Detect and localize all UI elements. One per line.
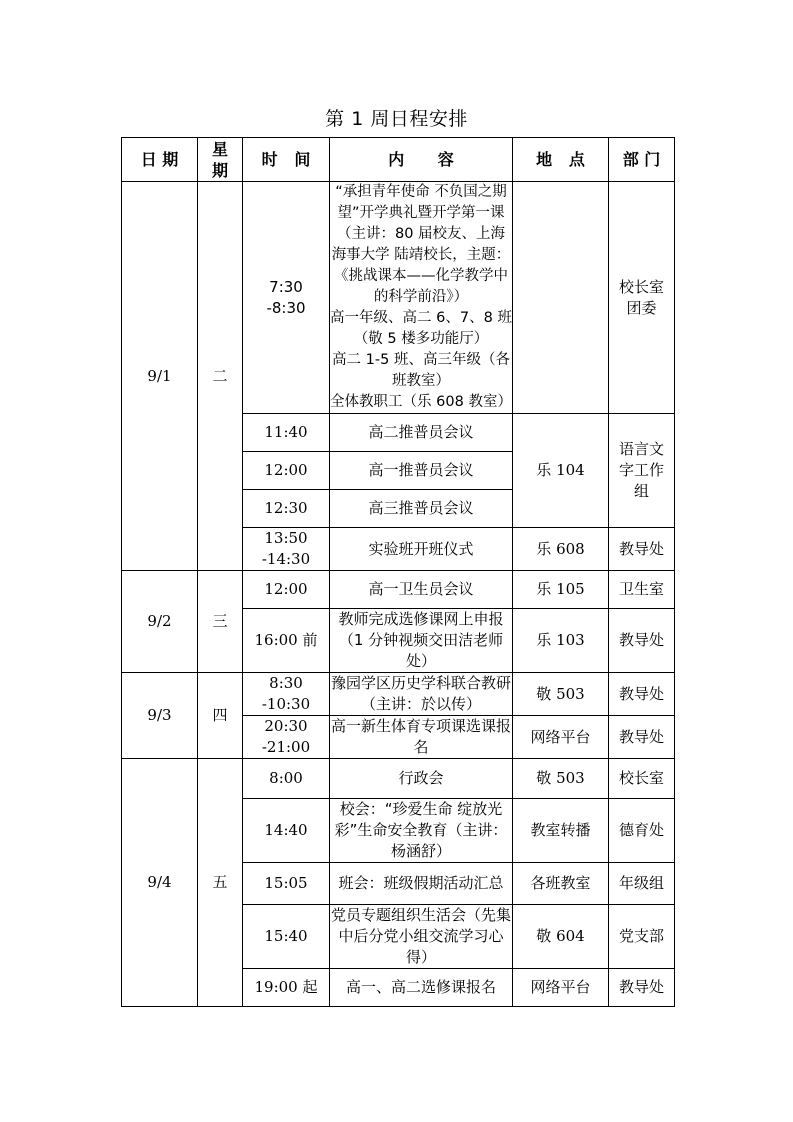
table-row: [122, 759, 675, 799]
time-cell: 12:00: [243, 452, 330, 490]
time-cell: 15:05: [243, 863, 330, 905]
time-cell: 20:30 -21:00: [243, 716, 330, 759]
weekday-cell: 二: [198, 182, 243, 571]
place-cell: 教室转播: [513, 799, 609, 863]
time-cell: 11:40: [243, 414, 330, 452]
content-cell: 行政会: [330, 759, 513, 799]
content-cell: 高一卫生员会议: [330, 571, 513, 609]
time-cell: 13:50 -14:30: [243, 528, 330, 571]
time-cell: 8:30 -10:30: [243, 673, 330, 716]
dept-cell: 卫生室: [609, 571, 675, 609]
content-cell: 高一新生体育专项课选课报名: [330, 716, 513, 759]
date-cell: 9/1: [122, 182, 198, 571]
content-cell: 高一、高二选修课报名: [330, 969, 513, 1007]
schedule-table: [121, 137, 675, 1007]
dept-cell: 教导处: [609, 969, 675, 1007]
time-cell: 12:30: [243, 490, 330, 528]
place-cell: 各班教室: [513, 863, 609, 905]
place-cell: 乐 104: [513, 414, 609, 528]
weekday-cell: 四: [198, 673, 243, 759]
header-time: 时 间: [243, 138, 330, 182]
weekday-cell: 五: [198, 759, 243, 1007]
header-dept: 部 门: [609, 138, 675, 182]
content-cell: 高一推普员会议: [330, 452, 513, 490]
content-cell: 高二推普员会议: [330, 414, 513, 452]
date-cell: 9/4: [122, 759, 198, 1007]
dept-cell: 教导处: [609, 716, 675, 759]
page-title: 第 1 周日程安排: [325, 108, 468, 130]
content-cell: 教师完成选修课网上申报（1 分钟视频交田洁老师处）: [330, 609, 513, 673]
table-row: [122, 182, 675, 414]
time-cell: 12:00: [243, 571, 330, 609]
header-content: 内 容: [330, 138, 513, 182]
time-cell: 8:00: [243, 759, 330, 799]
time-cell: 7:30 -8:30: [243, 182, 330, 414]
place-cell: 敬 503: [513, 759, 609, 799]
dept-cell: 年级组: [609, 863, 675, 905]
time-cell: 16:00 前: [243, 609, 330, 673]
header-date: 日 期: [122, 138, 198, 182]
place-cell: 乐 608: [513, 528, 609, 571]
dept-cell: 校长室: [609, 759, 675, 799]
place-cell: 网络平台: [513, 716, 609, 759]
weekday-cell: 三: [198, 571, 243, 673]
dept-cell: 教导处: [609, 528, 675, 571]
header-weekday: 星 期: [198, 138, 243, 182]
dept-cell: 校长室 团委: [609, 182, 675, 414]
place-cell: [513, 182, 609, 414]
dept-cell: 德育处: [609, 799, 675, 863]
date-cell: 9/2: [122, 571, 198, 673]
place-cell: 敬 503: [513, 673, 609, 716]
table-row: [122, 673, 675, 716]
content-cell: 班会：班级假期活动汇总: [330, 863, 513, 905]
dept-cell: 党支部: [609, 905, 675, 969]
date-cell: 9/3: [122, 673, 198, 759]
time-cell: 19:00 起: [243, 969, 330, 1007]
content-cell: 高三推普员会议: [330, 490, 513, 528]
content-cell: 豫园学区历史学科联合教研（主讲：於以传）: [330, 673, 513, 716]
place-cell: 网络平台: [513, 969, 609, 1007]
content-cell: 校会：“珍爱生命 绽放光彩”生命安全教育（主讲：杨涵舒）: [330, 799, 513, 863]
place-cell: 乐 103: [513, 609, 609, 673]
header-row: [122, 138, 675, 182]
place-cell: 敬 604: [513, 905, 609, 969]
dept-cell: 教导处: [609, 673, 675, 716]
content-cell: “承担青年使命 不负国之期望”开学典礼暨开学第一课（主讲：80 届校友、上海海事大学 陆靖校长，主题：《挑战课本——化学教学中的科学前沿》） 高一年级、高二 6、7、8 班（敬 5 楼多功能厅） 高二 1-5 班、高三年级（各班教室） 全体教职工（乐 608 教室）: [330, 182, 513, 414]
table-row: [122, 571, 675, 609]
place-cell: 乐 105: [513, 571, 609, 609]
content-cell: 实验班开班仪式: [330, 528, 513, 571]
time-cell: 14:40: [243, 799, 330, 863]
dept-cell: 教导处: [609, 609, 675, 673]
dept-cell: 语言文 字工作 组: [609, 414, 675, 528]
time-cell: 15:40: [243, 905, 330, 969]
header-place: 地 点: [513, 138, 609, 182]
content-cell: 党员专题组织生活会（先集中后分党小组交流学习心得）: [330, 905, 513, 969]
